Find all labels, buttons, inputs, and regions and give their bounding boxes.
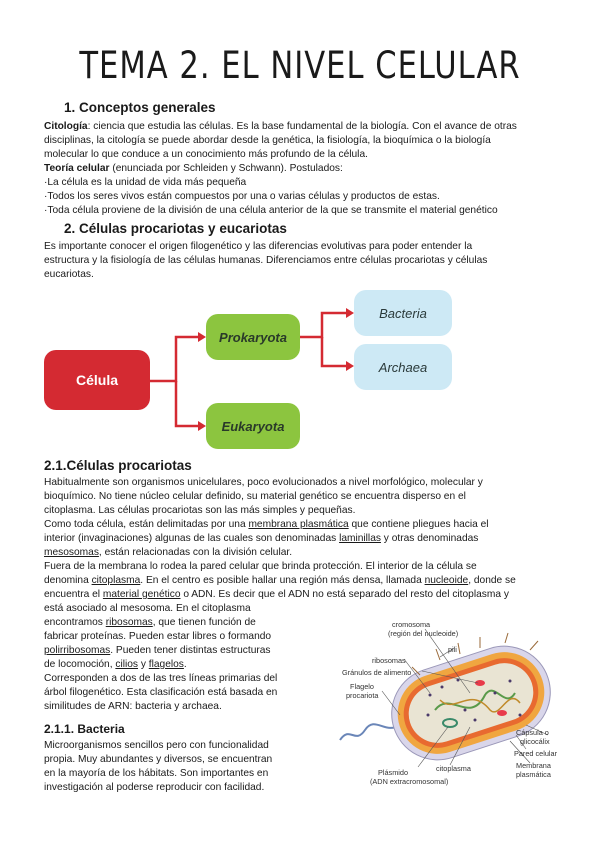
postulate-1: ·La célula es la unidad de vida más pequeña xyxy=(44,177,247,188)
text: encontramos xyxy=(44,617,106,628)
text: : ciencia que estudia las células. Es la base fundamental de la biología. Con el avance de otras xyxy=(87,121,517,132)
label-cromosoma: cromosoma xyxy=(392,620,431,629)
arrow-to-prokaryota xyxy=(150,337,198,381)
text: molecular lo que conduce a un conocimiento más profundo de la célula. xyxy=(44,149,368,160)
label-pared-celular: Pared celular xyxy=(514,749,557,758)
text: denomina xyxy=(44,575,92,586)
granule xyxy=(497,710,507,716)
arrow-to-archaea xyxy=(322,337,346,366)
node-celula: Célula xyxy=(44,350,150,410)
text: (enunciada por Schleiden y Schwann). Postulados: xyxy=(109,163,343,174)
label-adn-extracromosomal: (ADN extracromosomal) xyxy=(370,777,449,786)
term-laminillas: laminillas xyxy=(339,533,381,544)
label-pili: pili xyxy=(448,645,457,654)
text: , que tienen función de xyxy=(152,617,256,628)
label-granulos: Gránulos de alimento xyxy=(342,668,412,677)
section-heading-procariotas: 2.1.Células procariotas xyxy=(44,458,192,473)
text: estructura y la fisiología de las células humanas. Diferenciamos entre células procariotas y células xyxy=(44,255,488,266)
arrow-to-eukaryota xyxy=(176,381,198,426)
term-polirribosomas: polirribosomas xyxy=(44,645,111,656)
label-membrana: Membrana xyxy=(516,761,551,770)
arrowhead xyxy=(346,361,354,371)
text: en la mayoría de los hábitats. Son importantes en xyxy=(44,768,269,779)
text: , están relacionadas con la división celular. xyxy=(98,547,293,558)
postulate-3: ·Toda célula proviene de la división de una célula anterior de la que se transmite el material genético xyxy=(44,205,498,216)
text: investigación al poderse reproducir con facilidad. xyxy=(44,782,265,793)
text: Habitualmente son organismos unicelulares, poco evolucionados a nivel morfológico, molecular y xyxy=(44,477,483,488)
section-heading-conceptos: 1. Conceptos generales xyxy=(64,100,216,115)
arrowhead xyxy=(198,332,206,342)
text: . En el centro es posible hallar una región más densa, llamada xyxy=(140,575,425,586)
term-mesosomas: mesosomas xyxy=(44,547,99,558)
text: árbol filogenético. Esta clasificación está basada en xyxy=(44,687,278,698)
label-region-nucleoide: (región del nucleoide) xyxy=(388,629,459,638)
text: . Pueden tener distintas estructuras xyxy=(110,645,271,656)
text: similitudes de ARN: bacteria y archaea. xyxy=(44,701,222,712)
label-flagelo: Flagelo xyxy=(350,682,374,691)
text: y xyxy=(138,659,149,670)
text: interior (invaginaciones) algunas de las cuales son denominadas xyxy=(44,533,340,544)
term-membrana-plasmatica: membrana plasmática xyxy=(248,519,349,530)
text: está asociado al mesosoma. En el citoplasma xyxy=(44,603,251,614)
node-bacteria: Bacteria xyxy=(354,290,452,336)
section-heading-celulas: 2. Células procariotas y eucariotas xyxy=(64,221,287,236)
label-glicocalix: glicocálix xyxy=(520,737,550,746)
text: bioquímico. No tiene núcleo celular definido, su material genético se encuentra disperso en el xyxy=(44,491,466,502)
text: Fuera de la membrana lo rodea la pared celular que brinda protección. El interior de la célula se xyxy=(44,561,477,572)
text: disciplinas, la citología se puede abordar desde la genética, la fisiología, la bioquímica o la biología xyxy=(44,135,491,146)
flagellum-shape xyxy=(340,724,400,740)
text: fabricar proteínas. Pueden estar libres o formando xyxy=(44,631,272,642)
label-plasmido: Plásmido xyxy=(378,768,409,777)
arrowhead xyxy=(198,421,206,431)
node-archaea: Archaea xyxy=(354,344,452,390)
text: Microorganismos sencillos pero con funcionalidad xyxy=(44,740,269,751)
text: Como toda célula, están delimitadas por una xyxy=(44,519,249,530)
term-teoria-celular: Teoría celular xyxy=(44,163,110,174)
text: Corresponden a dos de las tres líneas primarias del xyxy=(44,673,278,684)
text: encuentra el xyxy=(44,589,103,600)
label-procariota: procariota xyxy=(346,691,379,700)
page-title: TEMA 2. EL NIVEL CELULAR xyxy=(79,44,521,88)
label-capsula: Cápsula o xyxy=(516,728,549,737)
label-citoplasma: citoplasma xyxy=(436,764,471,773)
term-cilios: cilios xyxy=(115,659,139,670)
node-eukaryota: Eukaryota xyxy=(206,403,300,449)
term-ribosomas: ribosomas xyxy=(105,617,153,628)
text: Es importante conocer el origen filogenético y las diferencias evolutivas para poder entender la xyxy=(44,241,473,252)
text: , donde se xyxy=(468,575,516,586)
text: de locomoción, xyxy=(44,659,116,670)
term-citologia: Citología xyxy=(44,121,88,132)
paragraph-bacteria xyxy=(44,739,272,795)
arrow-to-bacteria xyxy=(300,313,346,337)
term-material-genetico: material genético xyxy=(102,589,181,600)
text: o ADN. Es decir que el ADN no está separado del resto del citoplasma y xyxy=(180,589,509,600)
text: citoplasma. Las células procariotas son las más simples y pequeñas. xyxy=(44,505,356,516)
text: y otras denominadas xyxy=(380,533,479,544)
label-plasmatica: plasmática xyxy=(516,770,551,779)
text: eucariotas. xyxy=(44,269,94,280)
bacterial-cell-illustration xyxy=(330,615,580,795)
section-heading-bacteria: 2.1.1. Bacteria xyxy=(44,722,125,736)
arrowhead xyxy=(346,308,354,318)
node-prokaryota: Prokaryota xyxy=(206,314,300,360)
term-nucleoide: nucleoide xyxy=(424,575,469,586)
text: propia. Muy abundantes y diversos, se encuentran xyxy=(44,754,273,765)
label-ribosomas: ribosomas xyxy=(372,656,406,665)
text: que contiene pliegues hacia el xyxy=(348,519,489,530)
term-flagelos: flagelos xyxy=(148,659,184,670)
postulate-2: ·Todos los seres vivos están compuestos por una o varias células y productos de estas. xyxy=(44,191,440,202)
text: . xyxy=(183,659,187,670)
granule xyxy=(475,680,485,686)
term-citoplasma: citoplasma xyxy=(91,575,141,586)
